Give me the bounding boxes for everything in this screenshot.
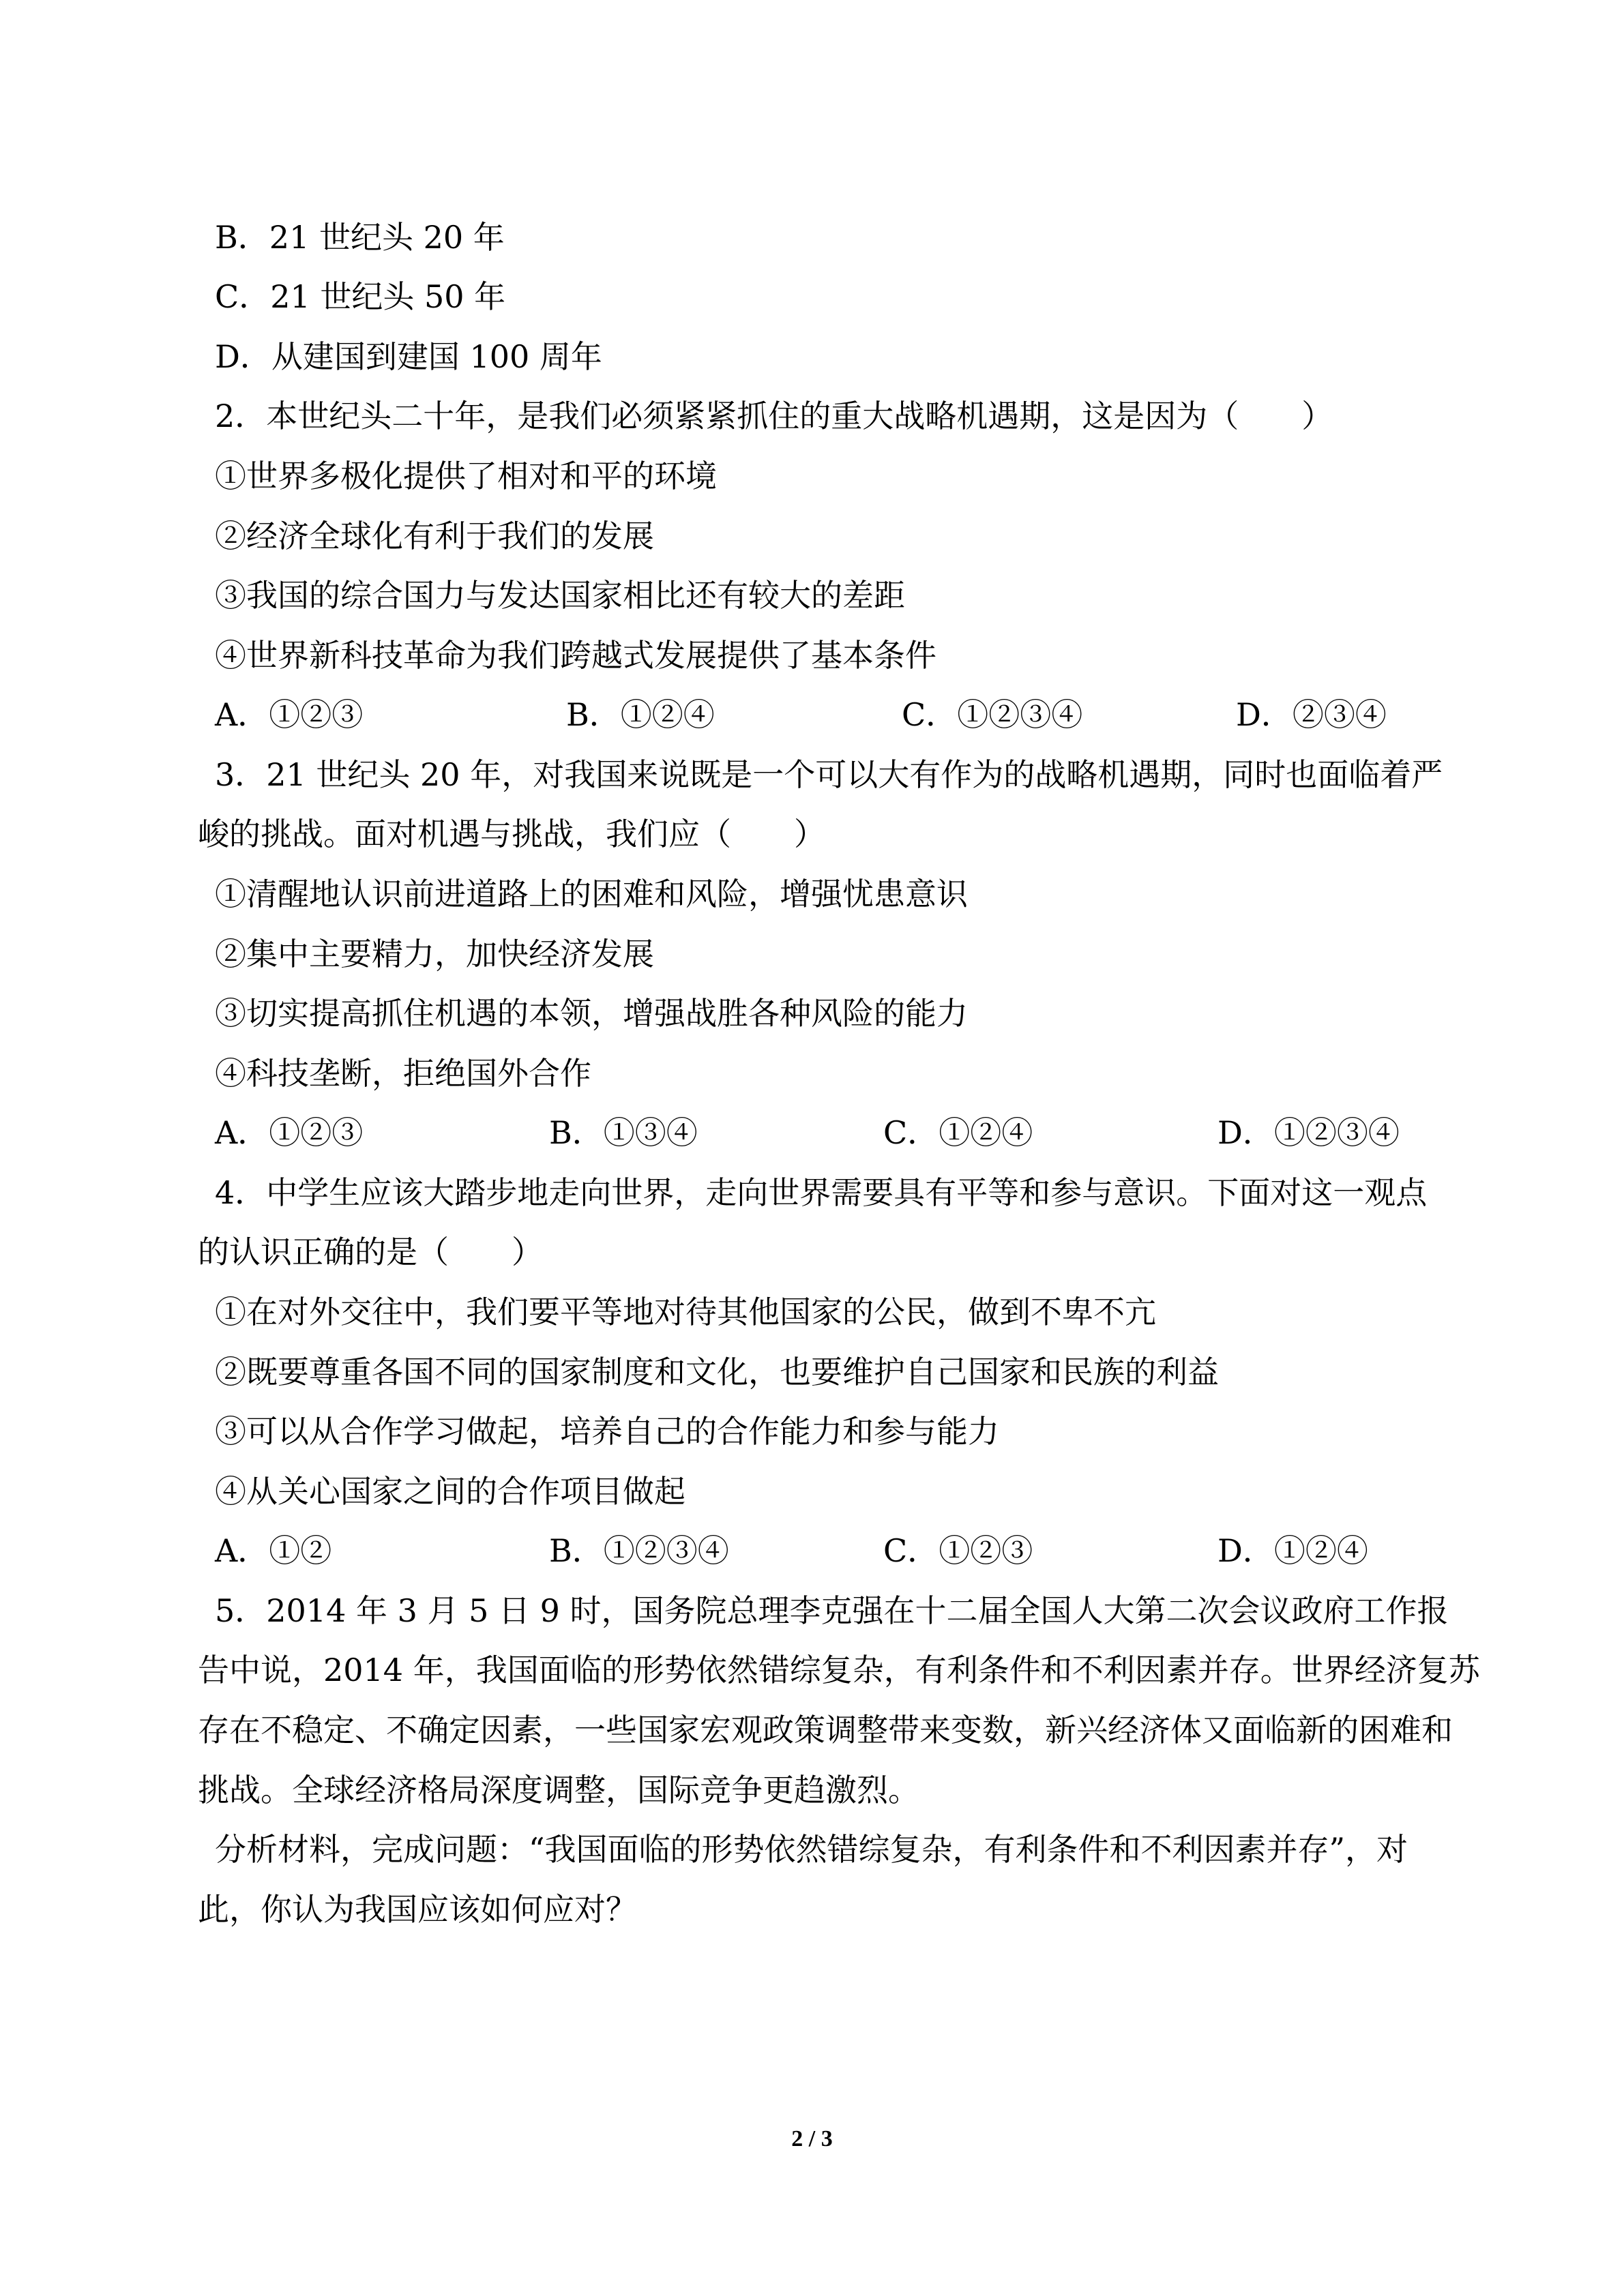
- question-5-prompt-line-2: 此，你认为我国应该如何应对？: [198, 1891, 637, 1928]
- q4-statement-3: ③可以从合作学习做起，培养自己的合作能力和参与能力: [215, 1413, 999, 1450]
- q4-statement-2: ②既要尊重各国不同的国家制度和文化，也要维护自己国家和民族的利益: [215, 1354, 1219, 1390]
- question-2-stem: 2．本世纪头二十年，是我们必须紧紧抓住的重大战略机遇期，这是因为（ ）: [215, 398, 1333, 434]
- q4-choice-b: B．①②③④: [549, 1532, 729, 1569]
- question-3-stem-line-1: 3．21 世纪头 20 年，对我国来说既是一个可以大有作为的战略机遇期，同时也面临着严: [215, 756, 1443, 793]
- question-5-material-line-4: 挑战。全球经济格局深度调整，国际竞争更趋激烈。: [198, 1772, 919, 1808]
- question-4-stem-line-2: 的认识正确的是（ ）: [198, 1234, 543, 1270]
- question-5-material-line-2: 告中说，2014 年，我国面临的形势依然错综复杂，有利条件和不利因素并存。世界经济复苏: [198, 1652, 1480, 1688]
- q3-choice-c: C．①②④: [883, 1114, 1033, 1151]
- q2-statement-1: ①世界多极化提供了相对和平的环境: [215, 458, 717, 494]
- q2-answer-choices: [215, 694, 1483, 735]
- q3-choice-d: D．①②③④: [1217, 1114, 1400, 1151]
- q3-answer-choices: [215, 1112, 1483, 1153]
- q2-choice-c: C．①②③④: [902, 696, 1083, 733]
- q4-statement-4: ④从关心国家之间的合作项目做起: [215, 1473, 685, 1510]
- question-5-material-line-3: 存在不稳定、不确定因素，一些国家宏观政策调整带来变数，新兴经济体又面临新的困难和: [198, 1712, 1453, 1748]
- question-5-prompt-line-1: 分析材料，完成问题：“我国面临的形势依然错综复杂，有利条件和不利因素并存”，对: [215, 1831, 1408, 1868]
- q3-statement-1: ①清醒地认识前进道路上的困难和风险，增强忧患意识: [215, 876, 968, 912]
- q2-choice-a: A．①②③: [215, 696, 364, 733]
- q4-choice-d: D．①②④: [1217, 1532, 1368, 1569]
- q3-statement-3: ③切实提高抓住机遇的本领，增强战胜各种风险的能力: [215, 995, 968, 1032]
- q2-choice-b: B．①②④: [566, 696, 715, 733]
- q3-choice-b: B．①③④: [549, 1114, 698, 1151]
- q4-answer-choices: [215, 1530, 1483, 1571]
- q2-statement-3: ③我国的综合国力与发达国家相比还有较大的差距: [215, 577, 905, 614]
- q2-statement-4: ④世界新科技革命为我们跨越式发展提供了基本条件: [215, 637, 936, 674]
- q4-choice-c: C．①②③: [883, 1532, 1033, 1569]
- q2-statement-2: ②经济全球化有利于我们的发展: [215, 518, 654, 554]
- question-3-stem-line-2: 峻的挑战。面对机遇与挑战，我们应（ ）: [198, 816, 825, 852]
- question-4-stem-line-1: 4．中学生应该大踏步地走向世界，走向世界需要具有平等和参与意识。下面对这一观点: [215, 1174, 1428, 1211]
- option-b-q1: B．21 世纪头 20 年: [215, 219, 505, 256]
- q3-statement-2: ②集中主要精力，加快经济发展: [215, 936, 654, 972]
- q4-choice-a: A．①②: [215, 1532, 332, 1569]
- question-5-material-line-1: 5．2014 年 3 月 5 日 9 时，国务院总理李克强在十二届全国人大第二次会议政府工作报: [215, 1592, 1449, 1629]
- q3-choice-a: A．①②③: [215, 1114, 364, 1151]
- q4-statement-1: ①在对外交往中，我们要平等地对待其他国家的公民，做到不卑不亢: [215, 1294, 1156, 1330]
- option-c-q1: C．21 世纪头 50 年: [215, 278, 506, 315]
- q2-choice-d: D．②③④: [1236, 696, 1387, 733]
- option-d-q1: D．从建国到建国 100 周年: [215, 338, 602, 375]
- page-number: 2 / 3: [791, 2126, 833, 2151]
- q3-statement-4: ④科技垄断，拒绝国外合作: [215, 1055, 591, 1092]
